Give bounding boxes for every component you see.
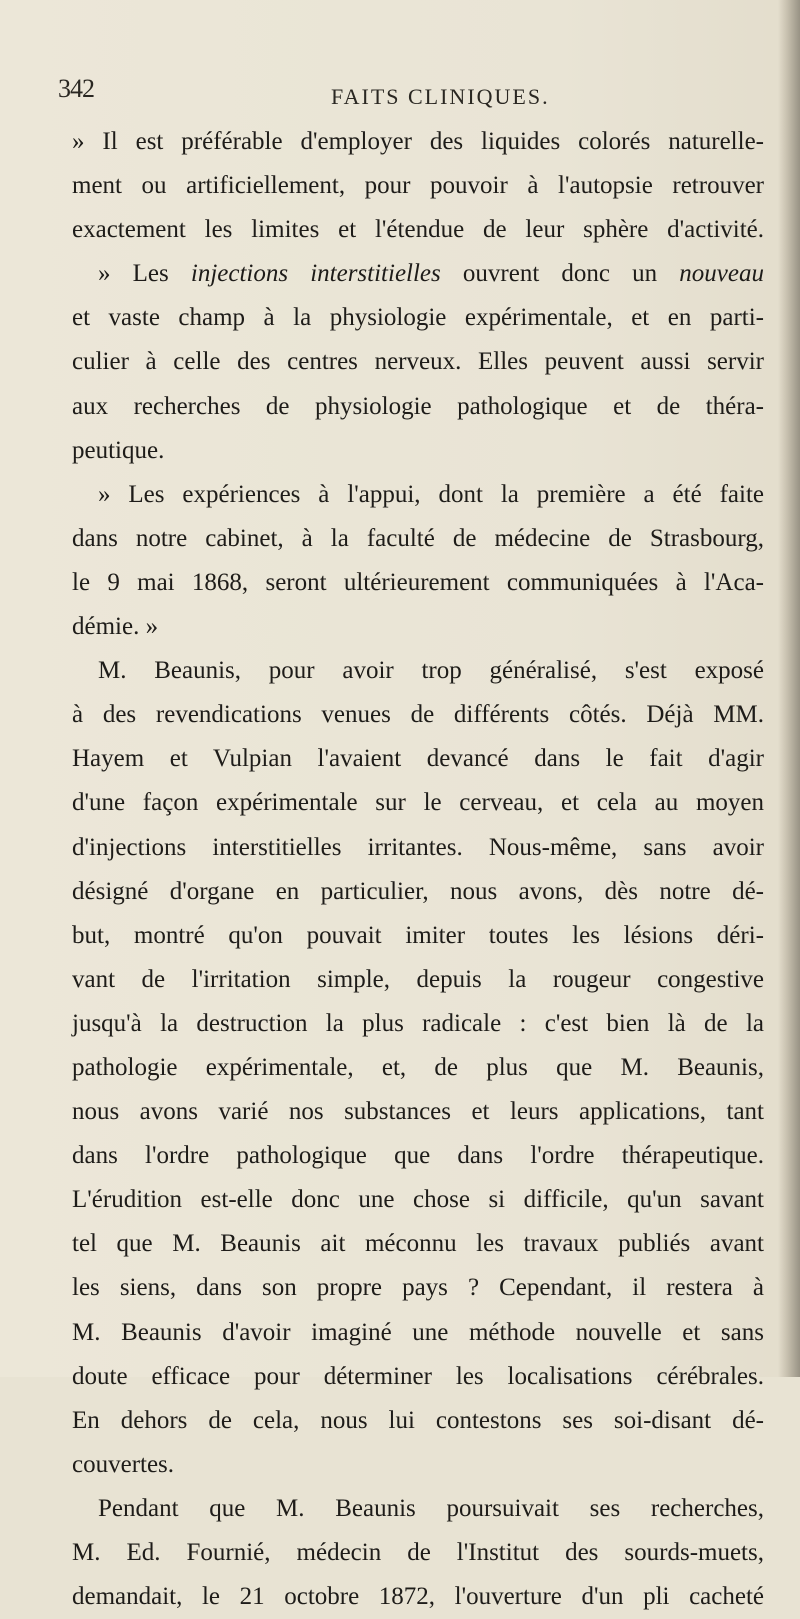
- text-run: dans l'ordre pathologique que dans l'ordre thérapeutique.: [72, 1142, 764, 1170]
- page-edge-shadow: [778, 0, 800, 1377]
- text-line: [72, 517, 764, 561]
- text-line: [72, 1355, 764, 1399]
- text-line: [72, 473, 764, 517]
- text-line: [72, 561, 764, 605]
- text-run: M. Ed. Fournié, médecin de l'Institut des sourds-muets,: [72, 1539, 764, 1566]
- text-run: nous avons varié nos substances et leurs applications, tant: [72, 1098, 764, 1126]
- text-run: » Il est préférable d'employer des liquides colorés naturelle-: [72, 128, 764, 155]
- text-line: [72, 1134, 764, 1178]
- text-run: d'une façon expérimentale sur le cerveau, et cela au moyen: [72, 789, 764, 817]
- text-line: [72, 870, 764, 914]
- text-line: [72, 781, 764, 825]
- text-line: [72, 826, 764, 870]
- text-run: En dehors de cela, nous lui contestons ses soi-disant dé-: [72, 1406, 764, 1434]
- text-line: [72, 1443, 764, 1487]
- text-run: exactement les limites et l'étendue de leur sphère d'activité.: [72, 216, 764, 244]
- text-run: démie. »: [72, 613, 159, 641]
- text-line: [72, 693, 764, 737]
- text-line: [72, 605, 764, 649]
- text-line: [72, 429, 764, 473]
- text-run: vant de l'irritation simple, depuis la rougeur congestive: [72, 965, 764, 993]
- text-line: [72, 208, 764, 252]
- text-line: [72, 958, 764, 1002]
- text-run: demandait, le 21 octobre 1872, l'ouverture d'un pli cacheté: [72, 1583, 764, 1611]
- text-line: [72, 649, 764, 693]
- text-line: [72, 164, 764, 208]
- text-line: [72, 385, 764, 429]
- text-line: [72, 1090, 764, 1134]
- text-run: désigné d'organe en particulier, nous avons, dès notre dé-: [72, 877, 764, 905]
- text-run: ouvrent donc un: [440, 260, 680, 288]
- text-run: Pendant que M. Beaunis poursuivait ses recherches,: [98, 1494, 764, 1522]
- italic-phrase: nouveau: [679, 260, 764, 288]
- text-run: L'érudition est-elle donc une chose si difficile, qu'un savant: [72, 1186, 764, 1214]
- text-run: M. Beaunis, pour avoir trop généralisé, s'est exposé: [98, 657, 764, 685]
- text-line: [72, 1311, 764, 1355]
- text-run: M. Beaunis d'avoir imaginé une méthode nouvelle et sans: [72, 1318, 764, 1346]
- text-run: le 9 mai 1868, seront ultérieurement communiquées à l'Aca-: [72, 568, 764, 596]
- body-text: [72, 120, 764, 1619]
- text-line: [72, 340, 764, 384]
- text-line: [72, 1046, 764, 1090]
- page-number: 342: [58, 74, 94, 103]
- text-run: couvertes.: [72, 1450, 175, 1478]
- text-line: [72, 1399, 764, 1443]
- text-line: [72, 120, 764, 164]
- page-header: [58, 74, 758, 114]
- text-run: ment ou artificiellement, pour pouvoir à l'autopsie retrouver: [72, 172, 764, 200]
- text-run: aux recherches de physiologie pathologique et de théra-: [72, 392, 764, 420]
- text-run: Hayem et Vulpian l'avaient devancé dans le fait d'agir: [72, 745, 764, 773]
- text-run: dans notre cabinet, à la faculté de médecine de Strasbourg,: [72, 524, 764, 552]
- text-run: et vaste champ à la physiologie expérimentale, et en parti-: [72, 304, 764, 332]
- text-line: [72, 1178, 764, 1222]
- text-line: [72, 1575, 764, 1619]
- text-run: » Les: [98, 260, 191, 288]
- text-line: [72, 1266, 764, 1310]
- text-run: d'injections interstitielles irritantes. Nous-même, sans avoir: [72, 833, 764, 861]
- running-head: FAITS CLINIQUES.: [331, 84, 550, 109]
- text-line: [72, 1222, 764, 1266]
- text-line: [72, 737, 764, 781]
- text-run: culier à celle des centres nerveux. Elles peuvent aussi servir: [72, 348, 764, 376]
- text-line: [72, 914, 764, 958]
- text-line: [72, 296, 764, 340]
- text-run: jusqu'à la destruction la plus radicale : c'est bien là de la: [72, 1009, 764, 1037]
- text-run: tel que M. Beaunis ait méconnu les travaux publiés avant: [72, 1230, 764, 1258]
- text-run: les siens, dans son propre pays ? Cependant, il restera à: [72, 1274, 764, 1302]
- text-line: [72, 252, 764, 296]
- text-run: à des revendications venues de différents côtés. Déjà MM.: [72, 701, 764, 729]
- text-run: but, montré qu'on pouvait imiter toutes les lésions déri-: [72, 921, 764, 949]
- text-line: [72, 1487, 764, 1531]
- text-line: [72, 1531, 764, 1575]
- text-run: peutique.: [72, 436, 165, 464]
- text-line: [72, 1002, 764, 1046]
- italic-phrase: injections interstitielles: [190, 260, 441, 288]
- text-run: » Les expériences à l'appui, dont la première a été faite: [98, 480, 764, 508]
- text-run: pathologie expérimentale, et, de plus que M. Beaunis,: [72, 1053, 764, 1081]
- text-run: doute efficace pour déterminer les localisations cérébrales.: [72, 1362, 764, 1390]
